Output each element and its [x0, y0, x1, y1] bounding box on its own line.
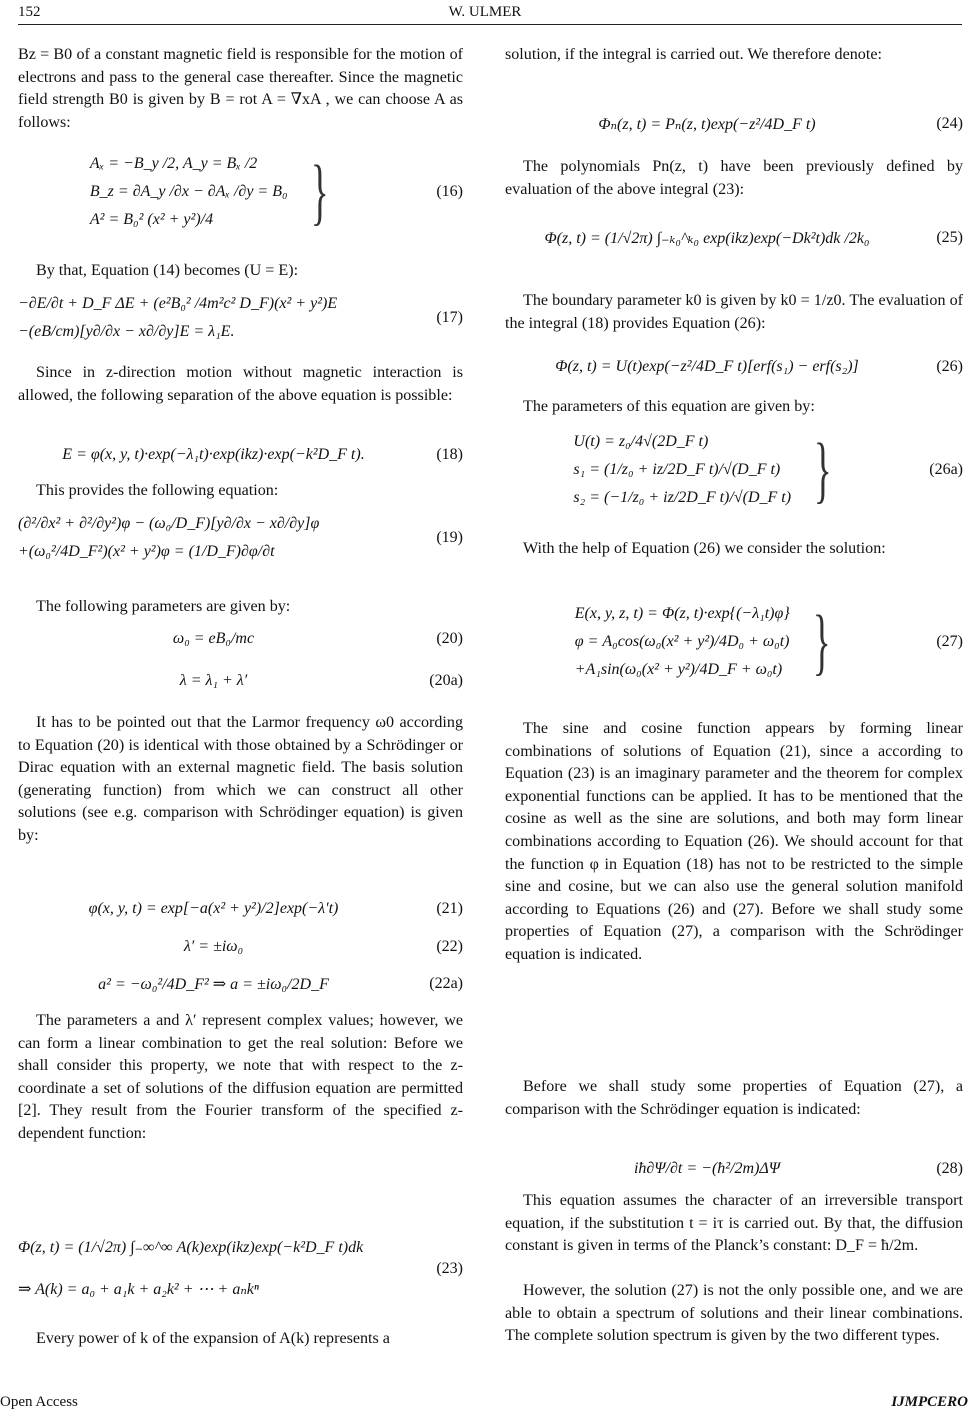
eq-text: φ(x, y, t) = exp[−a(x² + y²)/2]exp(−λ′t) — [88, 900, 339, 917]
equation-26 — [505, 358, 963, 376]
paragraph: The sine and cosine function appears by forming linear combinations of solutions of Equation (21), since a according to Equation (23) is an imaginary parameter and the theorem for complex exponential functions can be applied. It has to be mentioned that the cosine as well as the sine are solutions, and both may form linear combinations according to Equation (26). We should account for that the function φ in Equation (18) has not to be restricted to the simple sine and cosine, but we can also use the general solution manifold according to Equations (26) and (27). Before we shall study some properties of Equation (27), a comparison with the Schrödinger equation is indicated. — [505, 720, 963, 963]
eq-text: E = φ(x, y, t)·exp(−λ₁t)·exp(ikz)·exp(−k²D_F t). — [62, 446, 365, 463]
paragraph: The polynomials Pn(z, t) have been previously defined by evaluation of the above integral (23): — [505, 158, 963, 198]
equation-number: (22) — [436, 938, 463, 955]
equation-23 — [18, 1234, 463, 1304]
equation-22a — [18, 974, 463, 994]
equation-17 — [18, 290, 463, 346]
equation-number: (20a) — [429, 672, 463, 689]
eq-line: −∂E/∂t + D_F ΔE + (e²B₀² /4m²c² D_F)(x² + y²)E — [18, 295, 338, 312]
eq-line: −(eB/cm)[y∂/∂x − x∂/∂y]E = λ₁E. — [18, 323, 235, 340]
eq-line: s₁ = (1/z₀ + iz/2D_F t)/√(D_F t) — [573, 461, 781, 478]
equation-number: (23) — [436, 1260, 463, 1277]
equation-27 — [505, 600, 963, 684]
equation-number: (22a) — [429, 975, 463, 992]
equation-number: (16) — [436, 183, 463, 200]
equation-22 — [18, 938, 463, 956]
right-brace: } — [812, 601, 831, 683]
paragraph: The boundary parameter k0 is given by k0 = 1/z0. The evaluation of the integral (18) provides Equation (26): — [505, 292, 963, 332]
equation-number: (18) — [436, 446, 463, 463]
equation-28 — [505, 1160, 963, 1178]
eq-text: Φ(z, t) = (1/√2π) ∫₋ₖ₀^ₖ₀ exp(ikz)exp(−Dk²t)dk /2k₀ — [544, 230, 870, 247]
eq-text: Φₙ(z, t) = Pₙ(z, t)exp(−z²/4D_F t) — [598, 116, 816, 133]
paragraph: Before we shall study some properties of Equation (27), a comparison with the Schrödinger equation is indicated: — [505, 1078, 963, 1118]
footer-journal: IJMPCERO — [891, 1394, 968, 1410]
paragraph: The parameters a and λ′ represent complex values; however, we can form a linear combination to get the real solution: Before we shall consider this property, we note that with respect to the z-coordinate a set of solutions of the diffusion equation are permitted [2]. They result from the Fourier transform of the specified z-dependent function: — [18, 1012, 463, 1142]
eq-text: ω₀ = eB₀/mc — [172, 630, 255, 647]
eq-line: φ = A₀cos(ω₀(x² + y²)/4D₀ + ω₀t) — [574, 633, 790, 650]
eq-line: A² = B₀² (x² + y²)/4 — [89, 211, 214, 228]
eq-text: a² = −ω₀²/4D_F² ⇒ a = ±iω₀/2D_F — [98, 976, 329, 993]
paragraph: The following parameters are given by: — [36, 598, 291, 615]
equation-19 — [18, 510, 463, 566]
equation-24 — [505, 114, 963, 134]
equation-16 — [18, 150, 463, 234]
paragraph: solution, if the integral is carried out. We therefore denote: — [505, 46, 882, 63]
paragraph: By that, Equation (14) becomes (U = E): — [36, 262, 299, 279]
equation-number: (27) — [936, 633, 963, 650]
paragraph: Since in z-direction motion without magnetic interaction is allowed, the following separation of the above equation is possible: — [18, 364, 463, 404]
running-head-author: W. ULMER — [448, 4, 522, 20]
equation-number: (20) — [436, 630, 463, 647]
eq-line: U(t) = z₀/4√(2D_F t) — [573, 433, 709, 450]
equation-20 — [18, 630, 463, 648]
equation-number: (21) — [436, 900, 463, 917]
equation-21 — [18, 900, 463, 918]
eq-line: B_z = ∂A_y /∂x − ∂Aₓ /∂y = B₀ — [89, 183, 288, 200]
equation-number: (26a) — [929, 461, 963, 478]
eq-line: E(x, y, z, t) = Φ(z, t)·exp{(−λ₁t)φ} — [574, 605, 790, 622]
paragraph: It has to be pointed out that the Larmor frequency ω0 according to Equation (20) is identical with those obtained by a Schrödinger or Dirac equation with an external magnetic field. The basis solution (generating function) from which we can construct all other solutions (see e.g. comparison with Schrödinger equation) is given by: — [18, 714, 463, 844]
paragraph: However, the solution (27) is not the only possible one, and we are able to obtain a spectrum of solutions and their linear combinations. The complete solution spectrum is given by the two different types. — [505, 1282, 963, 1345]
paragraph: The parameters of this equation are given by: — [523, 398, 815, 415]
right-brace: } — [813, 429, 832, 511]
equation-number: (19) — [436, 529, 463, 546]
eq-line: Φ(z, t) = (1/√2π) ∫₋∞^∞ A(k)exp(ikz)exp(−k²D_F t)dk — [18, 1239, 364, 1256]
eq-line: +(ω₀²/4D_F²)(x² + y²)φ = (1/D_F)∂φ/∂t — [18, 543, 275, 560]
page-number: 152 — [18, 4, 41, 20]
equation-20a — [18, 672, 463, 690]
eq-line: ⇒ A(k) = a₀ + a₁k + a₂k² + ⋯ + aₙkⁿ — [18, 1281, 259, 1298]
eq-line: Aₓ = −B_y /2, A_y = Bₓ /2 — [89, 155, 258, 172]
equation-number: (24) — [936, 115, 963, 132]
equation-26a — [505, 428, 963, 512]
paragraph: Every power of k of the expansion of A(k) represents a — [36, 1330, 390, 1347]
paragraph: This equation assumes the character of an irreversible transport equation, if the substitution t = iτ is carried out. By that, the diffusion constant is given in terms of the Planck’s constant: D_F = ħ/2m. — [505, 1192, 963, 1255]
right-brace: } — [310, 151, 329, 233]
equation-number: (17) — [436, 309, 463, 326]
paragraph: This provides the following equation: — [36, 482, 279, 499]
footer-open-access: Open Access — [0, 1394, 78, 1410]
paragraph: Bz = B0 of a constant magnetic field is responsible for the motion of electrons and pass to the general case thereafter. Since the magnetic field strength B0 is given by B = rot A = ∇xA , we can choose A as follows: — [18, 46, 463, 131]
header-rule — [18, 24, 962, 25]
equation-number: (26) — [936, 358, 963, 375]
equation-18 — [18, 446, 463, 464]
eq-text: iħ∂Ψ/∂t = −(ħ²/2m)ΔΨ — [633, 1160, 781, 1177]
equation-number: (28) — [936, 1160, 963, 1177]
eq-text: λ = λ₁ + λ′ — [179, 672, 248, 689]
equation-number: (25) — [936, 229, 963, 246]
eq-text: Φ(z, t) = U(t)exp(−z²/4D_F t)[erf(s₁) − erf(s₂)] — [555, 358, 859, 375]
paragraph: With the help of Equation (26) we consider the solution: — [523, 540, 886, 557]
equation-25 — [505, 228, 963, 248]
eq-line: (∂²/∂x² + ∂²/∂y²)φ − (ω₀/D_F)[y∂/∂x − x∂/∂y]φ — [18, 515, 320, 532]
eq-line: s₂ = (−1/z₀ + iz/2D_F t)/√(D_F t) — [573, 489, 792, 506]
eq-line: +A₁sin(ω₀(x² + y²)/4D_F + ω₀t) — [574, 661, 783, 678]
eq-text: λ′ = ±iω₀ — [183, 938, 244, 955]
